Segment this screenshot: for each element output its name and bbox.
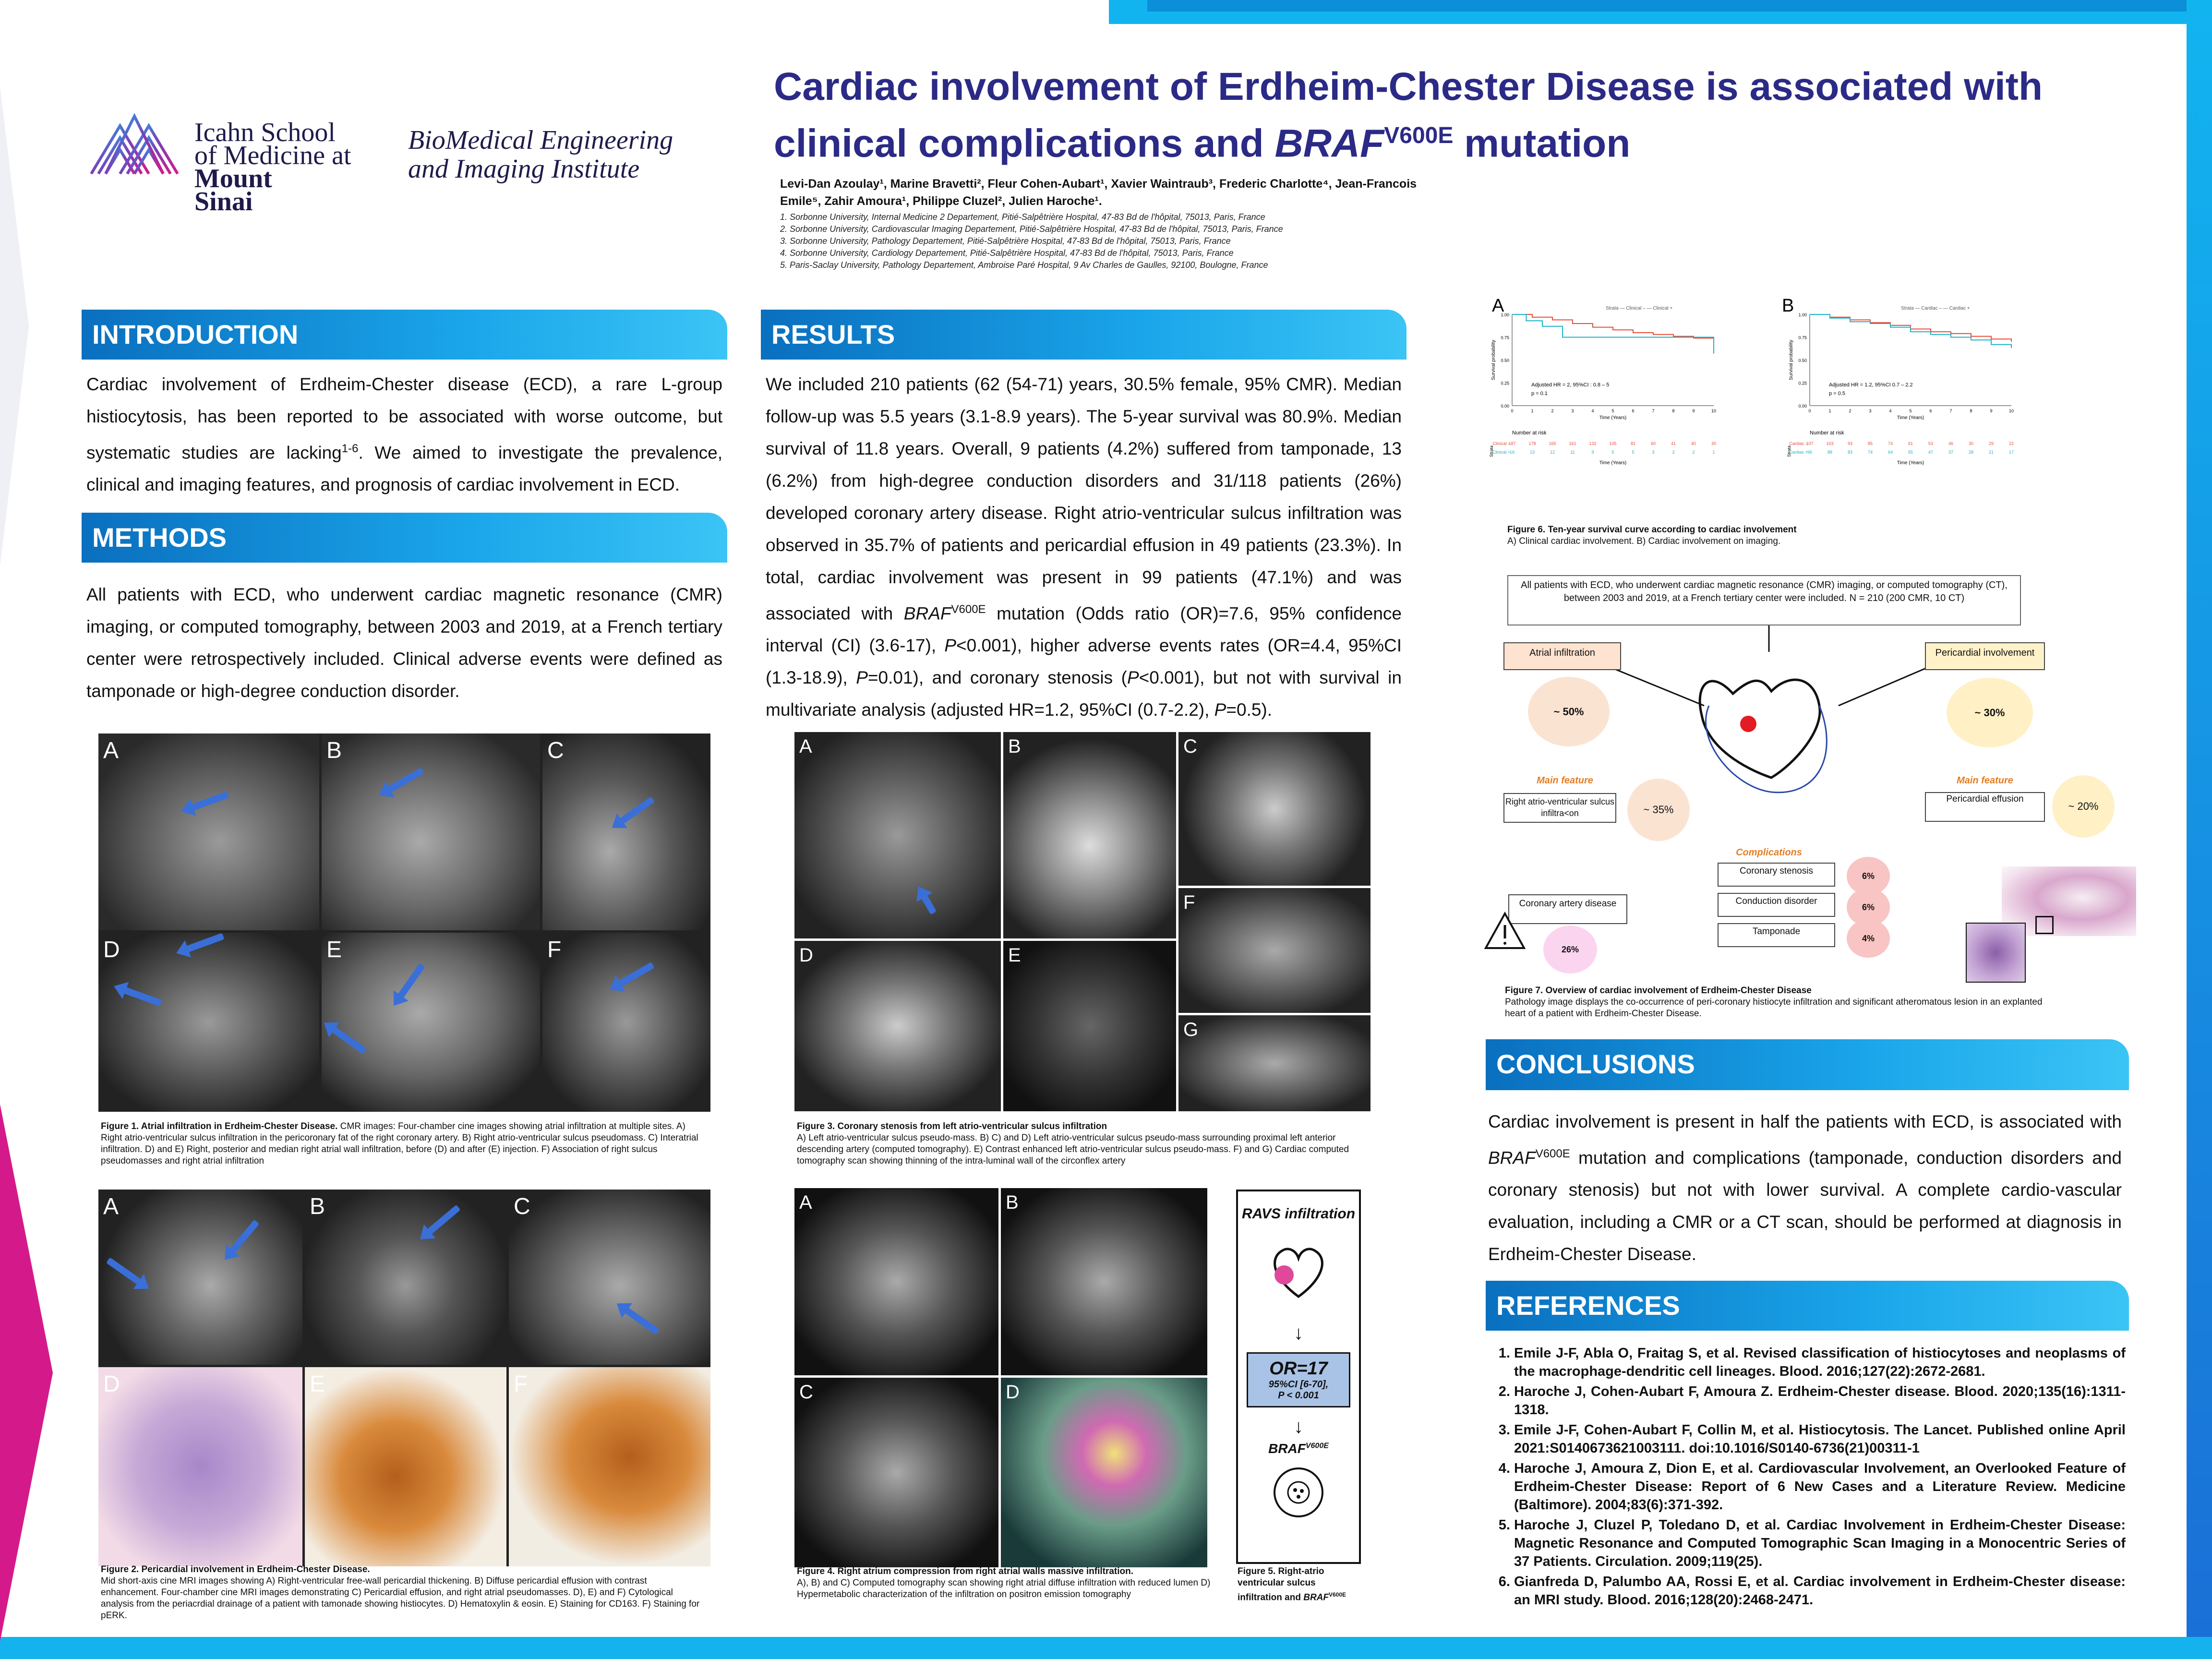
fig3-panel-c: C [1178,732,1370,886]
conclusions-heading: CONCLUSIONS [1486,1039,2129,1090]
fig6-risk-value: 1 [1712,450,1715,455]
fig6-ytick: 0.00 [1798,404,1807,409]
figure-6-caption: Figure 6. Ten-year survival curve according to cardiac involvement A) Clinical cardiac involvement. B) Cardiac involvement on imaging. [1507,525,1797,546]
fig6-risk-value: 29 [1988,441,1994,446]
fig4-panel-d: D [1001,1378,1207,1567]
fig3-panel-e: E [1003,941,1176,1111]
fig6-risk-value: 107 [1806,441,1814,446]
fig3-panel-b: B [1003,732,1176,938]
fig5-ci: 95%CI [6-70], [1268,1379,1329,1390]
fig3-panel-f: F [1178,888,1370,1013]
fig6-xtick: 6 [1929,409,1932,413]
fig6-label-b: B [1782,296,1794,316]
fig6-legend-b: Strata — Cardiac – — Cardiac + [1901,306,1970,311]
fig7-circle-6a: 6% [1847,857,1890,895]
reference-item: 3. Emile J-F, Cohen-Aubart F, Collin M, et al. Histiocytosis. The Lancet. Published online April 2021:S0140673621003111. doi:10.1016/S0140-6736(21)00311-1 [1514,1421,2126,1457]
fig5-or: OR=17 [1269,1358,1328,1379]
fig7-circle-30: ~ 30% [1947,678,2033,747]
fig7-coronary-stenosis-box: Coronary stenosis [1718,863,1835,887]
fig6-ytick: 1.00 [1501,313,1509,317]
fig6-risk-value: 3 [1652,450,1655,455]
title-line2: clinical complications and $BRAF^{V600E}$ mutation [774,121,1631,166]
figure-1-caption: Figure 1. Atrial infiltration in Erdheim-Chester Disease. CMR images: Four-chamber cine images showing atrial infiltration at multiple sites. A) Right atrio-ventricular sulcus infiltration in the pericoronary fat of the right coronary artery. B) Right atrio-ventricular sulcus pseudomass. C) Interatrial infiltration. D) and E) Right, posterior and median right atrial wall infiltration, before (D) and after (E) injection. F) Association of right sulcus pseudomasses and right atrial infiltration [101,1121,698,1166]
fig7-ravs-box: Right atrio-ventricular sulcus infiltra<on [1503,793,1616,823]
fig2-panel-e: E [305,1367,506,1566]
fig6-risk-value: 61 [1908,441,1913,446]
fig5-gene: $BRAF^{V600E}$ [1268,1441,1329,1456]
fig6-p: p = 0.5 [1829,391,1845,397]
fig6-xtick: 5 [1909,409,1912,413]
bmei-logo-text [408,126,673,183]
reference-item: 1. Emile J-F, Abla O, Fraitag S, et al. Revised classification of histiocytoses and neoplasms of the macrophage-dendritic cell lineages. Blood. 2016;127(22):2672-2681. [1514,1344,2126,1381]
fig7-complications-label: Complications [1736,847,1802,858]
fig6-risk-value: 132 [1589,441,1597,446]
fig6-risk-value: 93 [1847,441,1853,446]
fig6-legend-a: Strata — Clinical – — Clinical + [1606,306,1673,311]
figure-4-image [794,1188,1207,1567]
references-list [1497,1344,2126,1611]
figure-4-caption: Figure 4. Right atrium compression from right atrial walls massive infiltration. A), B) and C) Computed tomography scan showing right atrial diffuse infiltration with reduced lumen D) Hypermetabolic characterization of the infiltration on positron emission tomography [797,1566,1211,1599]
fig2-panel-d: D [98,1367,302,1566]
fig1-panel-b: B [322,733,540,930]
figure-3-caption: Figure 3. Coronary stenosis from left atrio-ventricular sulcus infiltration A) Left atrio-ventricular sulcus pseudo-mass. B) C) and D) Left atrio-ventricular sulcus pseudo-mass surrounding proximal left anterior descending artery (computed tomography). E) Contrast enhanced left atrio-ventricular sulcus pseudo-mass. F) and G) Cardiac computed tomography scan showing thinning of the intra-luminal wall of the circonflex artery [797,1121,1349,1166]
fig6-plot-b [1787,313,2014,466]
fig6-risk-value: 165 [1549,441,1556,446]
introduction-heading: INTRODUCTION [82,310,727,360]
fig6-xtick: 3 [1869,409,1872,413]
fig4-panel-b: B [1001,1188,1207,1375]
fig5-p: P < 0.001 [1278,1390,1319,1401]
fig6-xtick: 5 [1611,409,1614,413]
results-heading: RESULTS [761,310,1407,360]
bmei-line2: and Imaging Institute [408,154,640,184]
results-text: We included 210 patients (62 (54-71) years, 30.5% female, 95% CMR). Median follow-up was 5.5 years (3.1-8.9 years). The 5-year survival was 80.9%. Median survival of 11.8 years. Overall, 9 patients (4.2%) suffered from tamponade, 13 (6.2%) from high-degree conduction disorders and 31/118 patients (26%) developed coronary artery disease. Right atrio-ventricular sulcus infiltration was observed in 35.7% of patients and pericardial effusion in 49 patients (23.3%). In total, cardiac involvement was present in 99 patients (47.1%) and was associated with $BRAF^{V600E}$ mutation (Odds ratio (OR)=7.6, 95% confidence interval (CI) (3.6-17), P<0.001), higher adverse events rates (OR=4.4, 95%CI (1.3-18.9), P=0.01), and coronary stenosis (P<0.001), but not with survival in multivariate analysis (adjusted HR=1.2, 95%CI (0.7-2.2), P=0.5). [766,374,1402,720]
fig6-risk-value: 161 [1569,441,1576,446]
fig6-ytick: 0.75 [1501,335,1509,340]
fig7-main-feature-right: Main feature [1957,775,2013,786]
figure-7 [1483,571,2136,979]
fig6-svg [1483,295,2050,521]
fig3-panel-a: A [794,732,1001,938]
figure-5-caption: Figure 5. Right-atrio ventricular sulcus infiltration and $BRAF^{V600E}$ [1238,1566,1346,1603]
fig6-xtick: 9 [1990,409,1993,413]
fig6-risk-value: 53 [1928,441,1934,446]
fig6-xtick: 9 [1692,409,1695,413]
methods-heading: METHODS [82,513,727,563]
affiliation-list [780,211,1452,271]
fig6-risk-value: 13 [1529,450,1535,455]
fig7-circle-4: 4% [1847,919,1890,958]
figure-6 [1483,295,2050,521]
fig2-panel-b: B [305,1190,506,1365]
fig6-risk-value: 46 [1948,441,1954,446]
fig7-circle-6b: 6% [1847,888,1890,926]
fig6-ylabel: Survival probability [1789,340,1794,380]
fig1-panel-d: D [98,933,319,1112]
fig6-xtick: 7 [1652,409,1655,413]
figure-7-caption: Figure 7. Overview of cardiac involvement of Erdheim-Chester Disease Pathology image displays the co-occurrence of peri-coronary histiocyte infiltration and significant atheromatous lesion in an explanted heart of a patient with Erdheim-Chester Disease. [1505,986,2043,1019]
fig7-main-feature-left: Main feature [1537,775,1593,786]
fig6-risk-value: 55 [1908,450,1913,455]
fig6-risk-value: 2 [1692,450,1695,455]
author-list: Levi-Dan Azoulay¹, Marine Bravetti², Fleur Cohen-Aubart¹, Xavier Waintraub³, Frederic Charlotte⁴, Jean-Francois Emile⁵, Zahir Amoura¹, Philippe Cluzel², Julien Haroche¹. [780,177,1417,208]
fig2-panel-c: C [509,1190,710,1365]
right-banner-bar [2187,0,2212,1659]
reference-item: 6. Gianfreda D, Palumbo AA, Rossi E, et al. Cardiac involvement in Erdheim-Chester disease: an MRI study. Blood. 2016;128(20):2468-2471. [1514,1573,2126,1609]
fig6-hr: Adjusted HR = 2, 95%CI : 0.8 – 5 [1531,382,1610,388]
fig6-xtick: 1 [1828,409,1831,413]
fig6-risk-value: 96 [1807,450,1813,455]
fig3-panel-g: G [1178,1015,1370,1111]
fig6-xtick: 2 [1849,409,1851,413]
fig6-risk-value: 105 [1609,441,1617,446]
fig6-xtick: 0 [1808,409,1811,413]
top-banner-bar-dark [1147,0,2212,12]
fig1-panel-a: A [98,733,319,930]
fig6-risk-value: 17 [2008,450,2014,455]
fig6-label-a: A [1492,296,1504,316]
fig6-ylabel: Survival probability [1491,340,1496,380]
fig6-risk-value: 88 [1827,450,1833,455]
fig1-panel-f: F [542,933,710,1112]
affiliation-item: 1. Sorbonne University, Internal Medicine 2 Departement, Pitié-Salpêtrière Hospital, 47-83 Bd de l'hôpital, 75013, Paris, France [780,212,1265,222]
odds-ratio-box [1247,1352,1350,1407]
heart-icon [1262,1232,1334,1304]
fig6-xtick: 3 [1571,409,1574,413]
fig6-risk-xlabel: Time (Years) [1897,460,1924,466]
reference-item: 4. Haroche J, Amoura Z, Dion E, et al. Cardiovascular Involvement, an Overlooked Feature of Erdheim-Chester Disease: Report of 6 New Cases and a Literature Review. Medicine (Baltimore). 2004;83(6):371-392. [1514,1459,2126,1514]
reference-item: 5. Haroche J, Cluzel P, Toledano D, et al. Cardiac Involvement in Erdheim-Chester Disease: Magnetic Resonance and Computed Tomographic Scan Imaging in a Monocentric Series of 37 Patients. Circulation. 2009;119(25). [1514,1516,2126,1571]
reference-item: 2. Haroche J, Cohen-Aubart F, Amoura Z. Erdheim-Chester disease. Blood. 2020;135(16):1311-1318. [1514,1382,2126,1419]
fig6-ytick: 1.00 [1798,313,1807,317]
fig7-tamponade-box: Tamponade [1718,923,1835,947]
fig6-risk-value: 11 [1570,450,1575,455]
fig4-panel-c: C [794,1378,998,1567]
fig6-xlabel: Time (Years) [1897,415,1924,421]
fig6-ytick: 0.00 [1501,404,1509,409]
fig1-panel-e: E [322,933,540,1112]
fig4-panel-a: A [794,1188,998,1375]
fig6-risk-value: 83 [1847,450,1853,455]
fig6-risk-value: 103 [1826,441,1834,446]
title-line1: Cardiac involvement of Erdheim-Chester Disease is associated with [774,65,2043,108]
mount-sinai-logo-text [194,118,351,216]
introduction-text: Cardiac involvement of Erdheim-Chester disease (ECD), a rare L-group histiocytosis, has been reported to be associated with worse outcome, but systematic studies are lacking$^{1-6}$. We aimed to investigate the prevalence, clinical and imaging features, and prognosis of cardiac involvement in ECD. [86,374,722,495]
fig7-top-box: All patients with ECD, who underwent cardiac magnetic resonance (CMR) imaging, or computed tomography (CT), between 2003 and 2019, at a French tertiary center were included. N = 210 (200 CMR, 10 CT) [1507,575,2021,625]
fig3-panel-d: D [794,941,1001,1111]
methods-text: All patients with ECD, who underwent cardiac magnetic resonance (CMR) imaging, or computed tomography, between 2003 and 2019, at a French tertiary center were retrospectively included. Clinical adverse events were defined as tamponade or high-degree conduction disorder. [86,585,722,701]
fig6-risk-value: 47 [1928,450,1934,455]
fig6-survival-curve [1810,314,2011,348]
fig6-risk-value: 37 [1948,450,1954,455]
fig6-risk-value: 85 [1867,441,1873,446]
fig6-risk-xlabel: Time (Years) [1599,460,1627,466]
fig6-ytick: 0.25 [1501,381,1509,386]
fig6-risk-label: Clinical + [1492,450,1510,455]
figure-2-caption: Figure 2. Pericardial involvement in Erdheim-Chester Disease. Mid short-axis cine MRI images showing A) Right-ventricular free-wall pericardial thickening. B) Diffuse pericardial effusion with contrast enhancement. Four-chamber cine MRI images demonstrating C) Pericardial effusion, and right atrial pseudomasses. D), E) and F) Cytological analysis from the periacrdial drainage of a patient with tamonade showing histiocytes. D) Hematoxylin & eosin. E) Staining for CD163. F) Staining for pERK. [101,1564,700,1621]
fig6-xtick: 4 [1591,409,1594,413]
figure-1-image [98,733,710,1112]
left-magenta-decor [0,1104,53,1642]
fig6-survival-curve [1512,314,1714,354]
fig6-risk-value: 5 [1611,450,1614,455]
fig6-p: p = 0.1 [1531,391,1548,397]
fig6-risk-title: Number at risk [1512,430,1547,436]
fig6-plot-a [1489,313,1716,466]
fig6-ytick: 0.25 [1798,381,1807,386]
fig1-panel-c: C [542,733,710,930]
fig7-heart-outline [1700,680,1820,778]
references-heading: REFERENCES [1486,1281,2129,1331]
fig6-risk-value: 187 [1508,441,1516,446]
fig6-strata: Strata [1787,445,1791,457]
fig6-risk-value: 178 [1528,441,1536,446]
fig7-pathology-inset [1966,923,2026,983]
fig6-risk-title: Number at risk [1810,430,1844,436]
fig6-risk-value: 74 [1887,441,1893,446]
fig7-effusion-box: Pericardial effusion [1925,792,2045,822]
fig7-conduction-box: Conduction disorder [1718,893,1835,917]
logo-line4: Sinai [194,187,253,216]
fig6-risk-value: 2 [1672,450,1675,455]
fig6-hr: Adjusted HR = 1.2, 95%CI 0.7 – 2.2 [1829,382,1913,388]
logo-line2: of Medicine at [194,141,351,170]
bmei-line1: BioMedical Engineering [408,125,673,155]
conclusions-text: Cardiac involvement is present in half the patients with ECD, is associated with $BRAF^{V600E}$ mutation and complications (tamponade, conduction disorders and coronary stenosis) but not with lower survival. A complete cardio-vascular evaluation, including a CMR or a CT scan, should be performed at diagnosis in Erdheim-Chester Disease. [1488,1112,2122,1264]
warning-icon [1483,910,1527,953]
fig6-risk-value: 16 [1509,450,1515,455]
fig7-circle-20: ~ 20% [2052,775,2115,838]
fig7-pericardial-box: Pericardial involvement [1925,642,2045,670]
bottom-banner-bar [0,1637,2212,1659]
fig6-risk-value: 12 [1550,450,1555,455]
affiliation-item: 2. Sorbonne University, Cardiovascular Imaging Departement, Pitié-Salpêtrière Hospital, 47-83 Bd de l'hôpital, 75013, Paris, France [780,224,1283,234]
fig6-xtick: 7 [1949,409,1952,413]
figure-3-image [794,732,1370,1111]
fig6-risk-value: 5 [1632,450,1635,455]
fig6-ytick: 0.75 [1798,335,1807,340]
cell-icon [1272,1466,1325,1519]
figure-2-image [98,1190,710,1566]
fig6-xtick: 10 [2008,409,2014,413]
fig6-xtick: 4 [1889,409,1892,413]
fig6-ytick: 0.50 [1501,358,1509,363]
fig6-survival-curve [1512,314,1714,340]
affiliation-item: 3. Sorbonne University, Pathology Departement, Pitié-Salpêtrière Hospital, 47-83 Bd de l'hôpital, 75013, Paris, France [780,236,1231,246]
fig6-strata: Strata [1489,445,1494,457]
fig7-pathology-zoombox [2035,916,2054,934]
poster-title [774,62,2156,168]
fig6-risk-value: 64 [1887,450,1893,455]
left-grey-decor [0,86,29,566]
fig6-xlabel: Time (Years) [1599,415,1627,421]
fig6-xtick: 10 [1711,409,1717,413]
figure-5-box: RAVS infiltration ↓ OR=17 95%CI [6-70], P < 0.001 ↓ $BRAF^{V600E}$ [1236,1190,1361,1564]
fig6-xtick: 8 [1672,409,1675,413]
fig6-ytick: 0.50 [1798,358,1807,363]
fig7-circle-50: ~ 50% [1528,677,1610,746]
fig6-risk-value: 30 [1968,441,1974,446]
fig6-xtick: 2 [1551,409,1554,413]
logo-line3: Mount [194,164,272,193]
mount-sinai-logo-icon [86,111,187,179]
fig6-risk-value: 21 [1988,450,1994,455]
fig6-risk-value: 41 [1671,441,1676,446]
logo-line1: Icahn School [194,118,336,147]
fig6-risk-label: Cardiac + [1789,450,1808,455]
fig6-risk-label: Cardiac – [1789,441,1808,446]
fig7-atrial-box: Atrial infiltration [1503,642,1621,670]
fig6-xtick: 8 [1970,409,1972,413]
fig6-xtick: 1 [1531,409,1534,413]
fig5-heading: RAVS infiltration [1241,1206,1356,1222]
affiliation-item: 4. Sorbonne University, Cardiology Departement, Pitié-Salpêtrière Hospital, 47-83 Bd de l'hôpital, 75013, Paris, France [780,248,1234,258]
fig6-risk-value: 81 [1630,441,1636,446]
fig7-circle-35: ~ 35% [1627,779,1690,841]
fig6-risk-value: 40 [1691,441,1696,446]
fig7-circle-26: 26% [1543,926,1597,974]
fig2-panel-f: F [509,1367,710,1566]
fig2-panel-a: A [98,1190,302,1365]
fig6-risk-value: 30 [1711,441,1717,446]
fig7-cad-box: Coronary artery disease [1508,894,1627,924]
fig6-xtick: 6 [1632,409,1635,413]
fig6-risk-value: 60 [1650,441,1656,446]
fig6-risk-value: 74 [1867,450,1873,455]
fig6-risk-value: 9 [1591,450,1594,455]
fig6-risk-value: 22 [2008,441,2014,446]
affiliation-item: 5. Paris-Saclay University, Pathology Departement, Ambroise Paré Hospital, 9 Av Charles de Gaulles, 92100, Boulogne, France [780,260,1268,270]
fig6-risk-value: 28 [1968,450,1974,455]
fig6-risk-label: Clinical – [1492,441,1510,446]
fig6-xtick: 0 [1511,409,1514,413]
